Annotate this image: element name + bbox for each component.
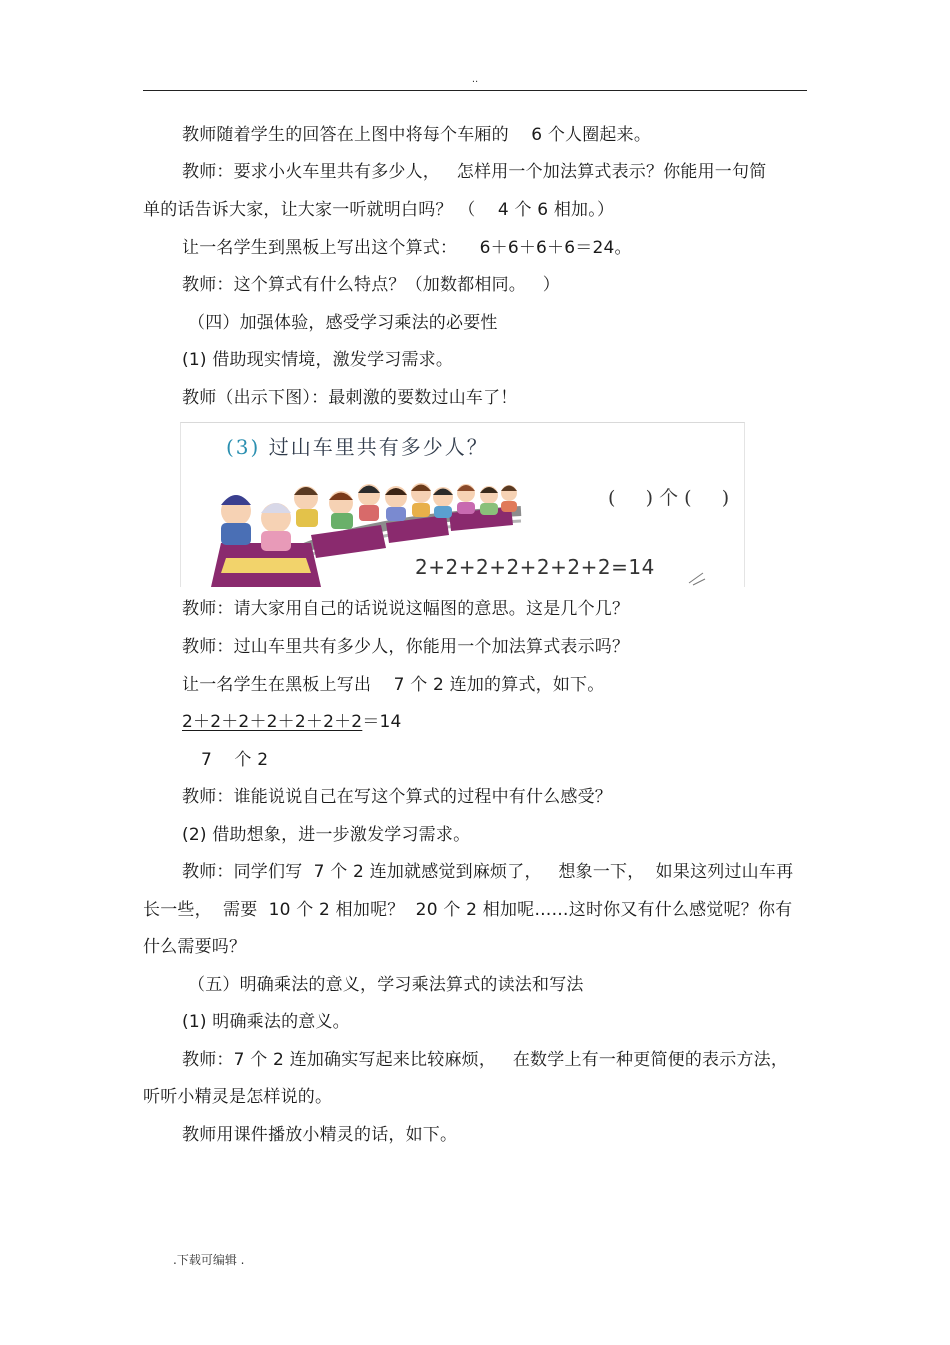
figure-question: [226, 431, 489, 460]
paragraph-line: 教师用课件播放小精灵的话，如下。: [182, 1125, 458, 1145]
paragraph-line: 教师：谁能说说自己在写这个算式的过程中有什么感受？: [182, 787, 612, 807]
roller-coaster-illustration: [180, 422, 745, 587]
figure-question-number: (3): [226, 435, 261, 459]
sub-heading: (1) 明确乘法的意义。: [182, 1012, 350, 1032]
footer-text: .下载可编辑 .: [173, 1253, 245, 1267]
equation-underlined: 2＋2＋2＋2＋2＋2＋2: [182, 712, 363, 732]
header-rule: [143, 90, 807, 91]
header-mark: ..: [471, 74, 479, 85]
equation-result: ＝14: [362, 712, 402, 732]
paragraph-line: 听听小精灵是怎样说的。: [143, 1087, 333, 1107]
paragraph-line: 教师：这个算式有什么特点？（加数都相同。 ）: [182, 275, 561, 295]
figure-equation: 2+2+2+2+2+2+2=14: [415, 555, 655, 579]
equation-line: [182, 711, 402, 733]
figure-answer-blank: ( ) 个 ( ): [608, 487, 730, 509]
paragraph-line: 教师：要求小火车里共有多少人， 怎样用一个加法算式表示？你能用一句简: [182, 162, 767, 182]
paragraph-line: 教师：同学们写 7 个 2 连加就感觉到麻烦了， 想象一下， 如果这列过山车再: [182, 862, 794, 882]
paragraph-line: 让一名学生到黑板上写出这个算式： 6＋6＋6＋6＝24。: [182, 238, 632, 258]
paragraph-line: 教师：过山车里共有多少人，你能用一个加法算式表示吗？: [182, 637, 630, 657]
paragraph-line: 单的话告诉大家，让大家一听就明白吗？ （ 4 个 6 相加。）: [143, 200, 615, 220]
paragraph-line: 教师随着学生的回答在上图中将每个车厢的 6 个人圈起来。: [182, 125, 652, 145]
figure-question-text: 过山车里共有多少人？: [268, 435, 489, 459]
paragraph-line: 什么需要吗？: [143, 937, 247, 957]
sub-heading: (1) 借助现实情境，激发学习需求。: [182, 350, 454, 370]
section-heading: （五）明确乘法的意义，学习乘法算式的读法和写法: [188, 975, 584, 995]
paragraph-line: 长一些， 需要 10 个 2 相加呢？ 20 个 2 相加呢……这时你又有什么感觉呢？你有: [143, 900, 793, 920]
sub-heading: (2) 借助想象，进一步激发学习需求。: [182, 825, 471, 845]
paragraph-line: 教师（出示下图）：最刺激的要数过山车了！: [182, 388, 518, 408]
paragraph-line: 教师：请大家用自己的话说说这幅图的意思。这是几个几？: [182, 599, 630, 619]
section-heading: （四）加强体验，感受学习乘法的必要性: [188, 313, 498, 333]
paragraph-line: 让一名学生在黑板上写出 7 个 2 连加的算式，如下。: [182, 675, 605, 695]
equation-caption: 7 个 2: [201, 750, 269, 770]
paragraph-line: 教师：7 个 2 连加确实写起来比较麻烦， 在数学上有一种更简便的表示方法，: [182, 1050, 789, 1070]
